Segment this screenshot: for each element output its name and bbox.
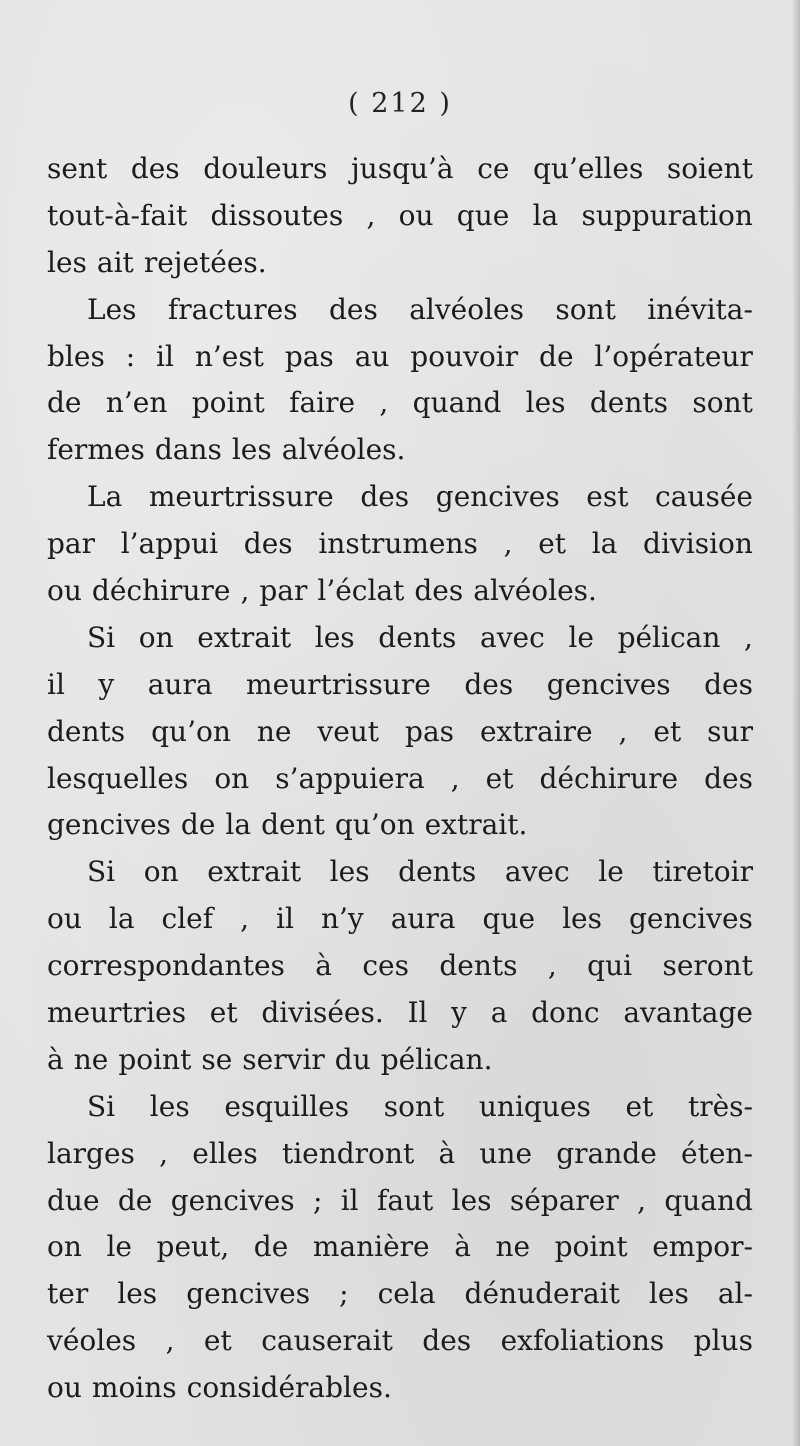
- word: dents: [398, 855, 477, 889]
- word: déchirure: [539, 761, 679, 795]
- word: gencives: [546, 667, 671, 701]
- word: meurtrissure: [148, 480, 334, 514]
- word: qu’elles: [533, 152, 644, 185]
- word: véoles: [47, 1324, 137, 1358]
- word: dénuderait: [464, 1277, 620, 1311]
- page-edge-shadow: [792, 0, 800, 1446]
- word: douleurs: [203, 152, 328, 185]
- word: des: [130, 152, 180, 185]
- word: qui: [587, 949, 633, 983]
- word: quand: [664, 1183, 753, 1217]
- word: sont: [692, 386, 753, 420]
- word: extrait.: [424, 808, 528, 842]
- word: à: [454, 1230, 471, 1264]
- word: il: [47, 667, 65, 701]
- word: du: [334, 1042, 371, 1076]
- word: ,: [450, 761, 460, 795]
- word: les: [231, 433, 272, 467]
- text-line: [47, 146, 753, 193]
- word: ,: [743, 620, 753, 654]
- word: ,: [240, 574, 250, 608]
- text-line: [47, 240, 753, 287]
- word: suppuration: [581, 198, 753, 232]
- word: uniques: [478, 1089, 591, 1123]
- text-line: [47, 802, 753, 849]
- word: une: [479, 1136, 533, 1170]
- word: Si: [87, 855, 116, 889]
- word: ,: [159, 1136, 169, 1170]
- word: peut,: [156, 1230, 230, 1264]
- word: sent: [47, 152, 108, 185]
- word: les: [329, 855, 370, 889]
- word: ce: [477, 152, 510, 185]
- word: il: [340, 1183, 359, 1217]
- word: La: [87, 480, 123, 514]
- word: ,: [379, 386, 389, 420]
- word: par: [47, 527, 96, 561]
- word: dents: [439, 949, 518, 983]
- word: dents: [378, 620, 457, 654]
- text-line: [47, 380, 753, 427]
- word: les: [562, 902, 602, 936]
- word: correspondantes: [47, 949, 285, 983]
- word: les: [525, 386, 566, 420]
- paragraph-start-line: [47, 615, 753, 662]
- paragraph-start-line: [47, 1084, 753, 1131]
- text-line: [47, 662, 753, 709]
- word: causée: [655, 480, 753, 514]
- word: pélican.: [380, 1042, 493, 1076]
- word: tout-à-fait: [47, 198, 188, 232]
- word: plus: [693, 1324, 753, 1358]
- text-line: [47, 1037, 753, 1084]
- body-text: [47, 146, 753, 1412]
- word: des: [328, 292, 378, 326]
- word: pélican: [617, 620, 721, 654]
- word: y: [451, 996, 467, 1030]
- word: les: [314, 620, 355, 654]
- word: les: [47, 245, 87, 279]
- word: Il: [407, 996, 428, 1030]
- word: pas: [405, 714, 455, 748]
- word: le: [106, 1230, 132, 1264]
- word: meurtries: [47, 996, 187, 1030]
- word: ces: [362, 949, 409, 983]
- word: fractures: [167, 292, 298, 326]
- word: se: [201, 1042, 233, 1076]
- word: sur: [707, 714, 753, 748]
- word: considérables.: [186, 1371, 392, 1405]
- word: meurtrissure: [246, 667, 431, 701]
- word: les: [149, 1089, 190, 1123]
- word: des: [422, 1324, 472, 1358]
- word: inévita-: [647, 292, 753, 326]
- word: ou: [47, 902, 82, 936]
- word: sont: [555, 292, 616, 326]
- word: séparer: [509, 1183, 619, 1217]
- word: elles: [192, 1136, 258, 1170]
- word: empor-: [652, 1230, 753, 1264]
- word: moins: [91, 1371, 177, 1405]
- word: des: [704, 761, 753, 795]
- word: gencives: [628, 902, 753, 936]
- word: la: [532, 198, 559, 232]
- word: dissoutes: [210, 198, 344, 232]
- word: de: [253, 1230, 289, 1264]
- word: à: [438, 1136, 456, 1170]
- word: aura: [390, 902, 456, 936]
- word: n’est: [194, 339, 264, 373]
- word: l’appui: [120, 527, 219, 561]
- word: le: [568, 620, 594, 654]
- word: dent: [261, 808, 325, 842]
- word: de: [47, 386, 82, 420]
- word: le: [598, 855, 624, 889]
- paragraph-start-line: [47, 287, 753, 334]
- word: grande: [556, 1136, 657, 1170]
- text-line: [47, 990, 753, 1037]
- word: gencives: [435, 480, 560, 514]
- word: et: [203, 1324, 232, 1358]
- word: Si: [87, 620, 116, 654]
- text-line: [47, 1178, 753, 1225]
- text-line: [47, 896, 753, 943]
- word: la: [225, 808, 252, 842]
- word: point: [191, 386, 265, 420]
- word: n’y: [320, 902, 364, 936]
- word: clef: [161, 902, 214, 936]
- word: la: [591, 527, 618, 561]
- word: éten-: [681, 1136, 753, 1170]
- word: a: [490, 996, 508, 1030]
- word: ;: [312, 1183, 323, 1217]
- word: fermes: [47, 433, 145, 467]
- word: on: [214, 761, 250, 795]
- word: qu’on: [151, 714, 231, 748]
- word: de: [539, 339, 574, 373]
- word: extraire: [479, 714, 593, 748]
- word: sont: [383, 1089, 445, 1123]
- word: rejetées.: [143, 245, 267, 279]
- word: exfoliations: [500, 1324, 665, 1358]
- word: les: [117, 1277, 158, 1311]
- word: ou: [398, 198, 434, 232]
- word: lesquelles: [47, 761, 189, 795]
- word: :: [125, 339, 136, 373]
- word: divisées.: [261, 996, 384, 1030]
- paragraph-start-line: [47, 474, 753, 521]
- word: ou: [47, 1371, 82, 1405]
- word: on: [47, 1230, 82, 1264]
- word: ,: [503, 527, 513, 561]
- word: alvéoles.: [473, 574, 597, 608]
- word: avantage: [623, 996, 753, 1030]
- text-line: [47, 334, 753, 381]
- word: la: [108, 902, 135, 936]
- word: tiendront: [281, 1136, 415, 1170]
- word: extrait: [197, 620, 292, 654]
- word: alvéoles: [409, 292, 524, 326]
- word: point: [118, 1042, 192, 1076]
- word: alvéoles.: [281, 433, 406, 467]
- word: pouvoir: [410, 339, 519, 373]
- word: dents: [47, 714, 126, 748]
- word: ,: [618, 714, 628, 748]
- word: déchirure: [91, 574, 231, 608]
- word: dents: [589, 386, 669, 420]
- word: n’en: [105, 386, 168, 420]
- word: qu’on: [334, 808, 415, 842]
- word: des: [704, 667, 753, 701]
- word: division: [643, 527, 753, 561]
- paragraph-start-line: [47, 849, 753, 896]
- word: et: [653, 714, 682, 748]
- word: Si: [87, 1089, 116, 1123]
- text-line: [47, 1271, 753, 1318]
- word: ne: [73, 1042, 109, 1076]
- word: servir: [242, 1042, 325, 1076]
- word: ter: [47, 1277, 89, 1311]
- word: ,: [547, 949, 557, 983]
- word: et: [538, 527, 567, 561]
- word: on: [143, 855, 179, 889]
- word: les: [451, 1183, 492, 1217]
- word: manière: [312, 1230, 430, 1264]
- text-line: [47, 1365, 753, 1412]
- word: gencives: [170, 1183, 295, 1217]
- word: faut: [376, 1183, 434, 1217]
- word: soient: [666, 152, 753, 185]
- word: que: [482, 902, 536, 936]
- word: à: [47, 1042, 64, 1076]
- text-line: [47, 427, 753, 474]
- word: à: [315, 949, 332, 983]
- text-line: [47, 1131, 753, 1178]
- word: larges: [47, 1136, 135, 1170]
- word: et: [209, 996, 238, 1030]
- word: et: [625, 1089, 654, 1123]
- word: des: [414, 574, 464, 608]
- word: de: [117, 1183, 153, 1217]
- word: ,: [366, 198, 376, 232]
- word: ;: [339, 1277, 349, 1311]
- word: les: [648, 1277, 689, 1311]
- word: est: [586, 480, 629, 514]
- word: due: [47, 1183, 100, 1217]
- word: esquilles: [224, 1089, 350, 1123]
- text-line: [47, 756, 753, 803]
- text-line: [47, 709, 753, 756]
- word: avec: [504, 855, 570, 889]
- word: gencives: [186, 1277, 311, 1311]
- word: que: [456, 198, 510, 232]
- word: jusqu’à: [350, 152, 454, 185]
- word: ne: [256, 714, 292, 748]
- text-line: [47, 568, 753, 615]
- text-line: [47, 943, 753, 990]
- word: instrumens: [318, 527, 478, 561]
- word: l’éclat: [317, 574, 405, 608]
- word: ne: [495, 1230, 531, 1264]
- word: gencives: [47, 808, 171, 842]
- page-number: ( 212 ): [348, 88, 452, 119]
- word: pas: [284, 339, 334, 373]
- word: cela: [377, 1277, 436, 1311]
- word: il: [276, 902, 294, 936]
- word: faire: [289, 386, 356, 420]
- word: causerait: [261, 1324, 393, 1358]
- word: seront: [662, 949, 753, 983]
- word: des: [360, 480, 410, 514]
- word: il: [156, 339, 174, 373]
- word: ,: [637, 1183, 646, 1217]
- text-line: [47, 1224, 753, 1271]
- word: veut: [317, 714, 380, 748]
- word: ou: [47, 574, 82, 608]
- word: au: [354, 339, 390, 373]
- text-line: [47, 1318, 753, 1365]
- word: et: [485, 761, 514, 795]
- word: bles: [47, 339, 105, 373]
- word: dans: [154, 433, 222, 467]
- word: de: [180, 808, 216, 842]
- word: on: [138, 620, 174, 654]
- word: aura: [147, 667, 213, 701]
- word: tiretoir: [652, 855, 753, 889]
- word: donc: [531, 996, 600, 1030]
- word: ,: [240, 902, 250, 936]
- word: point: [554, 1230, 628, 1264]
- word: ait: [96, 245, 134, 279]
- word: l’opérateur: [594, 339, 753, 373]
- word: très-: [687, 1089, 753, 1123]
- word: s’appuiera: [275, 761, 425, 795]
- word: avec: [480, 620, 545, 654]
- word: des: [464, 667, 514, 701]
- word: y: [98, 667, 115, 701]
- word: ,: [165, 1324, 175, 1358]
- word: quand: [412, 386, 502, 420]
- word: extrait: [207, 855, 302, 889]
- text-line: [47, 521, 753, 568]
- word: des: [243, 527, 293, 561]
- word: par: [259, 574, 308, 608]
- text-line: [47, 193, 753, 240]
- word: al-: [717, 1277, 753, 1311]
- word: Les: [87, 292, 137, 326]
